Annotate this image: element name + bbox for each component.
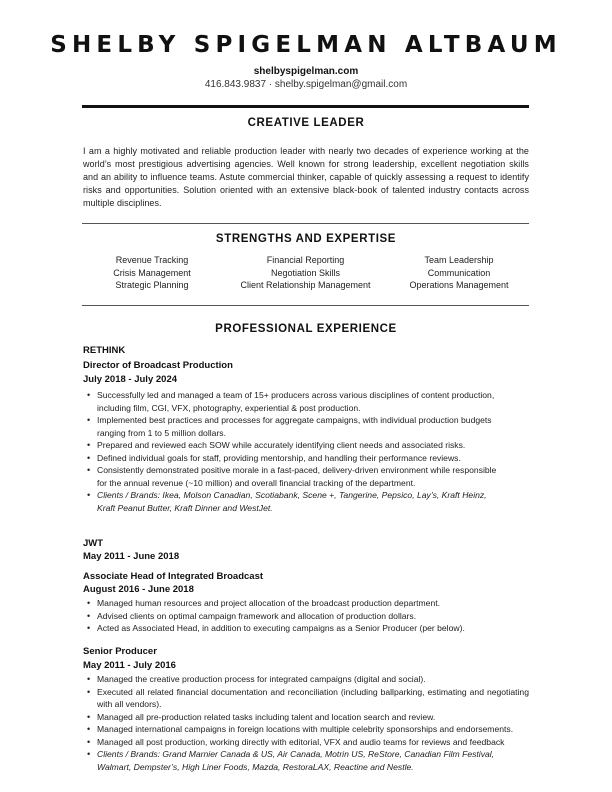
bullet-item: • Managed human resources and project allocation of the broadcast production department. bbox=[83, 597, 529, 610]
summary-paragraph: I am a highly motivated and reliable production leader with nearly two decades of experience working at the world’s most prestigious advertising agencies. Well known for strong leadership, excellent negotiation skills and an ability to influence teams. Astute commercial thinker, capable of quickly assessing a request to identify risks and opportunities. Solution oriented with an extensive black-book of talented industry contacts across multiple disciplines. bbox=[83, 146, 529, 208]
bullet-item: • Managed the creative production process for integrated campaigns (digital and social). bbox=[83, 673, 529, 686]
job-bullets bbox=[83, 673, 529, 773]
skill-item: Crisis Management bbox=[113, 267, 191, 278]
bullet-item: • Acted as Associated Head, in addition to executing campaigns as a Senior Producer (per below). bbox=[83, 622, 529, 635]
bullet-item: • Defined individual goals for staff, providing mentorship, and handling their performance reviews. bbox=[83, 452, 529, 465]
bullet-item: • Consistently demonstrated positive morale in a fast-paced, delivery-driven environment while responsible for the annual revenue (~10 million) and overall financial tracking of the department. bbox=[83, 464, 502, 489]
candidate-name: SHELBY SPIGELMAN ALTBAUM bbox=[50, 32, 562, 58]
skills-grid bbox=[82, 254, 529, 292]
skills-column bbox=[82, 254, 222, 292]
bullet-item: • Clients / Brands: Grand Marnier Canada & US, Air Canada, Motrin US, ReStore, Canadian Film Festival, Walmart, Dempster’s, High Liner Foods, Mazda, RestoraLAX, Reactine and Nestle. bbox=[83, 748, 529, 773]
skill-item: Client Relationship Management bbox=[240, 280, 371, 291]
experience-heading: PROFESSIONAL EXPERIENCE bbox=[215, 323, 397, 335]
company-name: JWT bbox=[83, 538, 104, 549]
section-divider bbox=[82, 305, 529, 306]
contact-line: 416.843.9837 · shelby.spigelman@gmail.com bbox=[204, 79, 408, 90]
section-divider bbox=[82, 223, 529, 224]
header-divider bbox=[82, 105, 529, 108]
bullet-item: • Managed all post production, working directly with editorial, VFX and audio teams for reviews and feedback bbox=[83, 736, 529, 749]
company-name: RETHINK bbox=[83, 345, 126, 356]
job-dates: May 2011 - July 2016 bbox=[83, 660, 176, 671]
skill-item: Operations Management bbox=[409, 280, 509, 291]
website-link[interactable]: shelbyspigelman.com bbox=[253, 66, 359, 77]
bullet-item: • Successfully led and managed a team of 15+ producers across various disciplines of content production, including film, CGI, VFX, photography, experiential & post production. bbox=[83, 389, 502, 414]
skills-column bbox=[222, 254, 389, 292]
bullet-item: • Managed all pre-production related tasks including talent and location search and review. bbox=[83, 711, 529, 724]
skill-item: Revenue Tracking bbox=[115, 255, 189, 265]
bullet-item: • Implemented best practices and processes for aggregate campaigns, with individual production budgets ranging from 1 to 5 million dollars. bbox=[83, 414, 502, 439]
strengths-heading: STRENGTHS AND EXPERTISE bbox=[215, 233, 397, 245]
skills-column bbox=[389, 254, 529, 292]
skill-item: Team Leadership bbox=[424, 255, 494, 265]
skill-item: Communication bbox=[427, 267, 491, 278]
skill-item: Negotiation Skills bbox=[270, 267, 341, 278]
job-bullets bbox=[83, 389, 529, 514]
bullet-item: • Clients / Brands: Ikea, Molson Canadian, Scotiabank, Scene +, Tangerine, Pepsico, Lay’s, Kraft Heinz, Kraft Peanut Butter, Kraft Dinner and WestJet. bbox=[83, 489, 502, 514]
bullet-item: • Advised clients on optimal campaign framework and allocation of production dollars. bbox=[83, 610, 529, 623]
bullet-item: • Prepared and reviewed each SOW while accurately identifying client needs and associated risks. bbox=[83, 439, 529, 452]
skill-item: Financial Reporting bbox=[266, 255, 345, 265]
job-dates: August 2016 - June 2018 bbox=[83, 584, 194, 595]
job-dates: July 2018 - July 2024 bbox=[83, 374, 178, 385]
bullet-item: • Managed international campaigns in foreign locations with multiple celebrity sponsorships and endorsements. bbox=[83, 723, 529, 736]
job-title: Associate Head of Integrated Broadcast bbox=[83, 571, 264, 582]
job-title: Senior Producer bbox=[83, 646, 157, 657]
job-bullets bbox=[83, 597, 529, 635]
summary-heading: CREATIVE LEADER bbox=[247, 117, 365, 129]
bullet-item: • Executed all related financial documentation and reconciliation (including ballparking, estimating and negotiating with all vendors). bbox=[83, 686, 529, 711]
company-dates: May 2011 - June 2018 bbox=[83, 551, 180, 562]
job-title: Director of Broadcast Production bbox=[83, 360, 233, 371]
skill-item: Strategic Planning bbox=[115, 280, 189, 291]
